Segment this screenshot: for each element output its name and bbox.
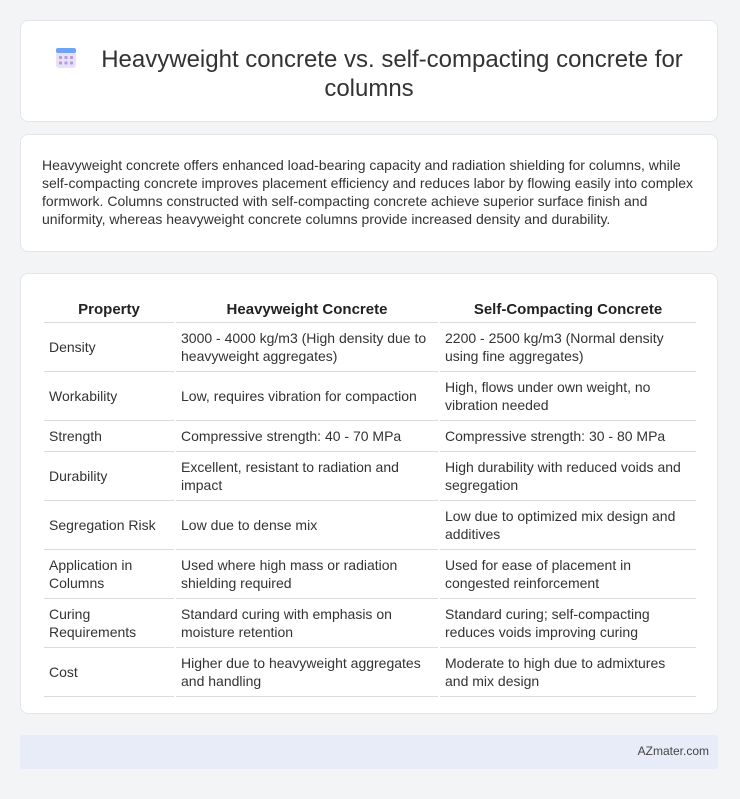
- row-heavyweight-value: Compressive strength: 40 - 70 MPa: [176, 421, 438, 452]
- column-header-heavyweight: Heavyweight Concrete: [176, 296, 438, 323]
- row-heavyweight-value: Excellent, resistant to radiation and impact: [176, 452, 438, 501]
- table-row: [44, 372, 696, 421]
- row-heavyweight-value: Standard curing with emphasis on moisture retention: [176, 599, 438, 648]
- table-row: [44, 452, 696, 501]
- page-title: Heavyweight concrete vs. self-compacting concrete for columns: [101, 46, 683, 102]
- row-heavyweight-value: Used where high mass or radiation shielding required: [176, 550, 438, 599]
- row-property: Application in Columns: [44, 550, 174, 599]
- row-self-compacting-value: Used for ease of placement in congested reinforcement: [440, 550, 696, 599]
- title-card: [20, 20, 718, 122]
- table-row: [44, 421, 696, 452]
- footer-brand[interactable]: AZmater.com: [637, 744, 709, 758]
- row-self-compacting-value: 2200 - 2500 kg/m3 (Normal density using fine aggregates): [440, 323, 696, 372]
- table-row: [44, 599, 696, 648]
- row-self-compacting-value: Standard curing; self-compacting reduces voids improving curing: [440, 599, 696, 648]
- row-heavyweight-value: Low due to dense mix: [176, 501, 438, 550]
- row-heavyweight-value: Higher due to heavyweight aggregates and handling: [176, 648, 438, 697]
- footer-bar: [20, 735, 718, 769]
- row-property: Density: [44, 323, 174, 372]
- row-self-compacting-value: Compressive strength: 30 - 80 MPa: [440, 421, 696, 452]
- row-heavyweight-value: Low, requires vibration for compaction: [176, 372, 438, 421]
- table-row: [44, 501, 696, 550]
- row-self-compacting-value: High durability with reduced voids and segregation: [440, 452, 696, 501]
- comparison-card: [20, 273, 718, 714]
- row-property: Curing Requirements: [44, 599, 174, 648]
- row-heavyweight-value: 3000 - 4000 kg/m3 (High density due to heavyweight aggregates): [176, 323, 438, 372]
- table-row: [44, 648, 696, 697]
- comparison-table: [42, 296, 698, 697]
- calendar-grid-icon: [55, 46, 77, 70]
- row-property: Segregation Risk: [44, 501, 174, 550]
- row-property: Workability: [44, 372, 174, 421]
- row-self-compacting-value: High, flows under own weight, no vibration needed: [440, 372, 696, 421]
- row-self-compacting-value: Moderate to high due to admixtures and mix design: [440, 648, 696, 697]
- column-header-self-compacting: Self-Compacting Concrete: [440, 296, 696, 323]
- summary-text: Heavyweight concrete offers enhanced load-bearing capacity and radiation shielding for columns, while self-compacting concrete improves placement efficiency and reduces labor by flowing easily into complex formwork. Columns constructed with self-compacting concrete achieve superior surface finish and uniformity, whereas heavyweight concrete columns provide increased density and durability.: [42, 157, 694, 227]
- table-header-row: [44, 296, 696, 323]
- row-property: Cost: [44, 648, 174, 697]
- row-property: Durability: [44, 452, 174, 501]
- page-title-row: [21, 45, 717, 103]
- summary-card: [20, 134, 718, 252]
- table-row: [44, 323, 696, 372]
- column-header-property: Property: [44, 296, 174, 323]
- row-self-compacting-value: Low due to optimized mix design and additives: [440, 501, 696, 550]
- table-row: [44, 550, 696, 599]
- row-property: Strength: [44, 421, 174, 452]
